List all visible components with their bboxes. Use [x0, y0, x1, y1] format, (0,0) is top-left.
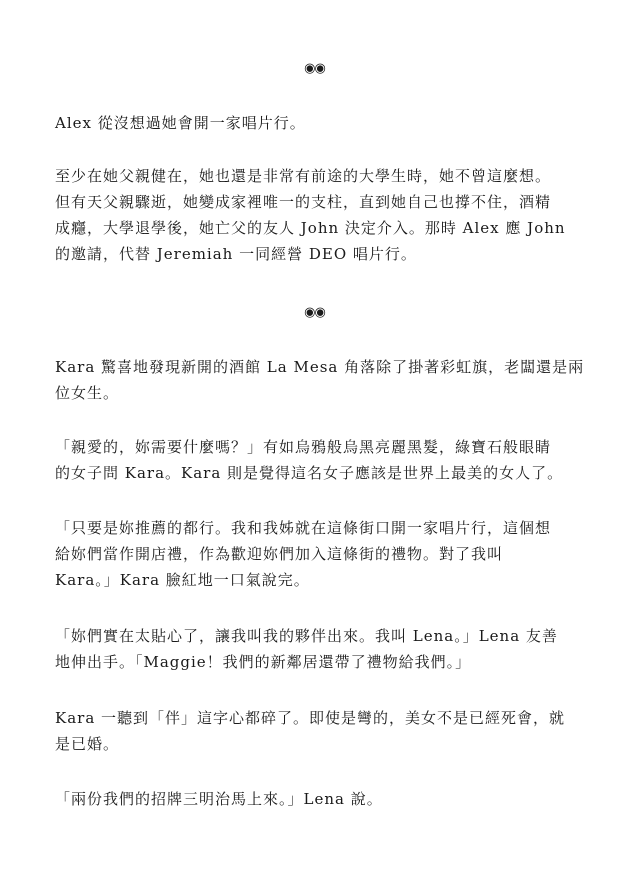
paragraph-3	[55, 354, 585, 406]
paragraph-4	[55, 434, 575, 486]
text-line: Kara 驚喜地發現新開的酒館 La Mesa 角落除了掛著彩虹旗，老闆還是兩	[55, 358, 585, 376]
text-line: 給妳們當作開店禮，作為歡迎妳們加入這條街的禮物。對了我叫	[55, 545, 504, 563]
text-line: 位女生。	[55, 384, 120, 402]
text-line: 「兩份我們的招牌三明治馬上來。」Lena 說。	[55, 790, 383, 808]
text-line: 「親愛的，妳需要什麼嗎？」有如烏鴉般烏黑亮麗黑髮，綠寶石般眼睛	[55, 438, 552, 456]
paragraph-2	[55, 163, 575, 267]
text-line: 「只要是妳推薦的都行。我和我姊就在這條街口開一家唱片行，這個想	[55, 519, 552, 537]
paragraph-5	[55, 515, 575, 593]
text-line: 「妳們實在太貼心了，讓我叫我的夥伴出來。我叫 Lena。」Lena 友善	[55, 627, 558, 645]
paragraph-7	[55, 705, 575, 757]
section-separator-2: ◉◉	[304, 305, 325, 320]
section-separator-1: ◉◉	[304, 61, 325, 76]
text-line: 至少在她父親健在，她也還是非常有前途的大學生時，她不曾這麼想。	[55, 167, 552, 185]
text-line: 成癮，大學退學後，她亡父的友人 John 決定介入。那時 Alex 應 John	[55, 219, 566, 237]
paragraph-1	[55, 110, 575, 136]
text-line: 的邀請，代替 Jeremiah 一同經營 DEO 唱片行。	[55, 245, 417, 263]
text-line: 地伸出手。「Maggie！我們的新鄰居還帶了禮物給我們。」	[55, 653, 472, 671]
paragraph-6	[55, 623, 575, 675]
text-line: 的女子問 Kara。Kara 則是覺得這名女子應該是世界上最美的女人了。	[55, 464, 564, 482]
text-line: 是已婚。	[55, 735, 120, 753]
text-line: 但有天父親驟逝，她變成家裡唯一的支柱，直到她自己也撐不住，酒精	[55, 193, 552, 211]
text-line: Kara。」Kara 臉紅地一口氣說完。	[55, 571, 310, 589]
paragraph-8	[55, 786, 575, 812]
text-line: Kara 一聽到「伴」這字心都碎了。即使是彎的，美女不是已經死會，就	[55, 709, 566, 727]
text-line: Alex 從沒想過她會開一家唱片行。	[55, 114, 306, 132]
